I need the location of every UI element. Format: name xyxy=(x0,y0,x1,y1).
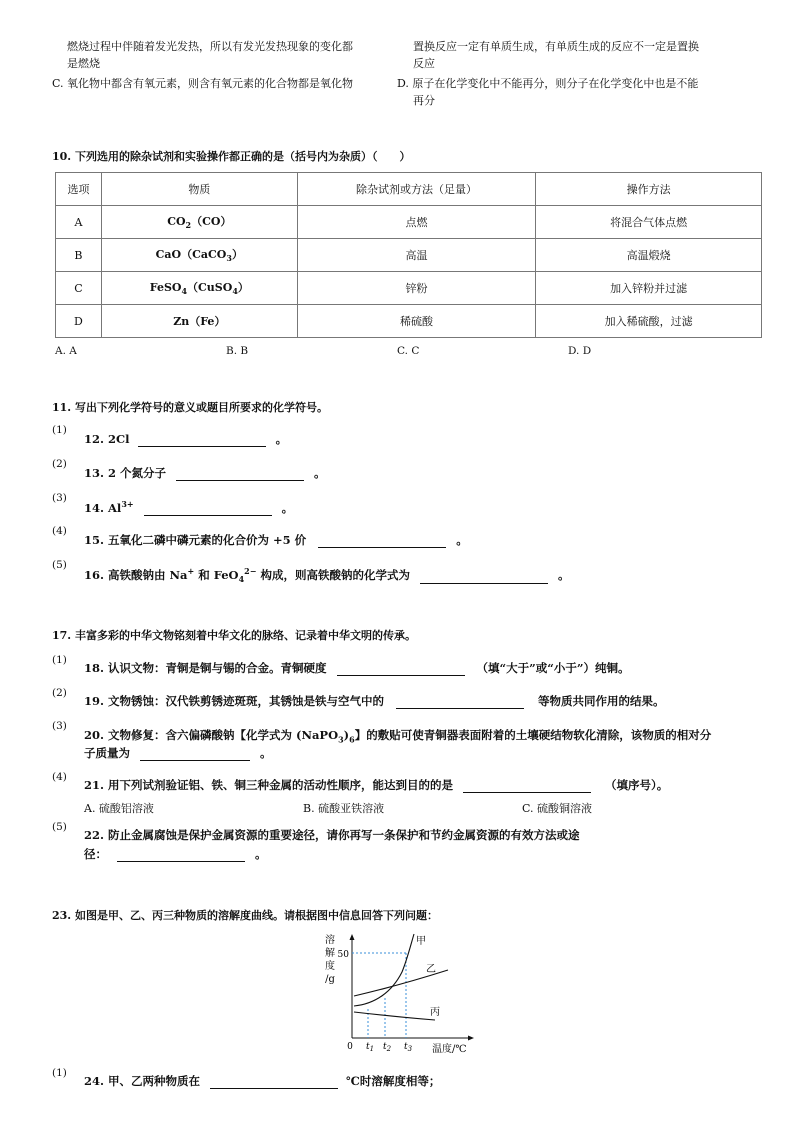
option-d-line2: 再分 xyxy=(413,94,435,107)
curve-a-label: 甲 xyxy=(416,936,426,947)
table-header-row xyxy=(56,173,762,206)
answer-blank[interactable] xyxy=(140,748,250,761)
ylabel-char: 解 xyxy=(325,948,335,959)
ylabel-char: /g xyxy=(325,974,335,985)
q14-line: 14. $Al^{3+}$ 。 xyxy=(84,499,294,515)
sub-number: (2) xyxy=(52,687,67,699)
q22-line2: 径： 。 xyxy=(84,847,267,861)
sub-number: (1) xyxy=(52,424,67,436)
header-substance: 物质 xyxy=(101,173,297,206)
q18-line: 18. 认识文物：青铜是铜与锡的合金。青铜硬度 （填“大于”或“小于”）纯铜。 xyxy=(84,661,630,675)
row-operation: 将混合气体点燃 xyxy=(536,206,762,239)
q13-line: 13. 2 个氮分子 。 xyxy=(84,466,326,480)
t2-label: $t_2$ xyxy=(383,1042,392,1053)
sub-number: (5) xyxy=(52,821,67,833)
row-operation: 高温煅烧 xyxy=(536,239,762,272)
row-substance: Zn（Fe） xyxy=(101,305,297,338)
row-reagent: 高温 xyxy=(297,239,536,272)
answer-blank[interactable] xyxy=(138,434,266,447)
answer-blank[interactable] xyxy=(144,503,272,516)
choice-d[interactable]: D. D xyxy=(568,345,592,357)
q21-line: 21. 用下列试剂验证铝、铁、铜三种金属的活动性顺序，能达到目的的是 （填序号）。 xyxy=(84,778,669,792)
t3-label: $t_3$ xyxy=(404,1042,413,1053)
table-row xyxy=(56,206,762,239)
question-11-title: 11. 写出下列化学符号的意义或题目所要求的化学符号。 xyxy=(52,401,328,414)
sub-number: (2) xyxy=(52,458,67,470)
x-axis-label: 温度/℃ xyxy=(432,1044,467,1055)
option-c: C. 氧化物中都含有氧元素，则含有氧元素的化合物都是氧化物 xyxy=(52,77,354,90)
row-substance: FeSO$_4$（CuSO$_4$） xyxy=(101,272,297,305)
ylabel-char: 溶 xyxy=(325,935,335,946)
sub-number: (4) xyxy=(52,525,67,537)
curve-c xyxy=(354,1012,435,1020)
question-10-title: 10. 下列选用的除杂试剂和实验操作都正确的是（括号内为杂质）（ ） xyxy=(52,150,411,163)
header-option: 选项 xyxy=(56,173,102,206)
curve-b-label: 乙 xyxy=(426,964,436,975)
curve-c-label: 丙 xyxy=(430,1007,440,1018)
question-17-title: 17. 丰富多彩的中华文物铭刻着中华文化的脉络、记录着中华文明的传承。 xyxy=(52,629,416,642)
sub-number: (1) xyxy=(52,1067,67,1079)
header-operation: 操作方法 xyxy=(536,173,762,206)
q22-line1: 22. 防止金属腐蚀是保护金属资源的重要途径，请你再写一条保护和节约金属资源的有效方法或途 xyxy=(84,828,580,842)
answer-blank[interactable] xyxy=(463,780,591,793)
header-reagent: 除杂试剂或方法（足量） xyxy=(297,173,536,206)
row-option: D xyxy=(56,305,102,338)
row-substance: $CO_2(CO)$ xyxy=(101,206,297,239)
row-operation: 加入稀硫酸，过滤 xyxy=(536,305,762,338)
choice-b[interactable]: B. B xyxy=(226,345,249,357)
row-option: C xyxy=(56,272,102,305)
q12-line: 12. 2Cl 。 xyxy=(84,432,288,446)
impurity-removal-table xyxy=(55,172,762,338)
option-b-line2: 反应 xyxy=(413,57,435,70)
t1-label: $t_1$ xyxy=(366,1042,375,1053)
row-reagent: 锌粉 xyxy=(297,272,536,305)
choice-a[interactable]: A. A xyxy=(55,345,77,357)
answer-blank[interactable] xyxy=(337,663,465,676)
q16-line: 16. 高铁酸钠由 Na+ 和 FeO$_4^{2-}$ 构成，则高铁酸钠的化学式为 。 xyxy=(84,566,570,585)
answer-blank[interactable] xyxy=(396,696,524,709)
q20-line1: 20. 文物修复：含六偏磷酸钠【化学式为 $(NaPO_3)_6$】的敷贴可使青铜器表面附着的土壤硬结物软化清除，该物质的相对分 xyxy=(84,728,712,745)
answer-blank[interactable] xyxy=(176,468,304,481)
table-row xyxy=(56,239,762,272)
answer-blank[interactable] xyxy=(318,535,446,548)
solubility-curve-graph xyxy=(320,930,480,1056)
sub-number: (3) xyxy=(52,720,67,732)
option-d-line1: D. 原子在化学变化中不能再分，则分子在化学变化中也是不能 xyxy=(397,77,699,90)
choice-c[interactable]: C. C xyxy=(397,345,420,357)
table-row xyxy=(56,272,762,305)
sub-number: (1) xyxy=(52,654,67,666)
row-option: B xyxy=(56,239,102,272)
option-a-line2: 是燃烧 xyxy=(67,57,100,70)
row-reagent: 点燃 xyxy=(297,206,536,239)
answer-blank[interactable] xyxy=(210,1076,338,1089)
x-axis-arrow-icon xyxy=(468,1036,474,1041)
row-substance: CaO（CaCO$_3$） xyxy=(101,239,297,272)
y-tick-label: 50 xyxy=(337,950,349,960)
option-a-line1: 燃烧过程中伴随着发光发热，所以有发光发热现象的变化都 xyxy=(67,40,353,53)
reagent-choice-b[interactable]: B. 硫酸亚铁溶液 xyxy=(303,802,385,815)
sub-number: (5) xyxy=(52,559,67,571)
q15-line: 15. 五氧化二磷中磷元素的化合价为 +5 价 。 xyxy=(84,533,468,547)
ylabel-char: 度 xyxy=(325,961,335,972)
row-operation: 加入锌粉并过滤 xyxy=(536,272,762,305)
row-reagent: 稀硫酸 xyxy=(297,305,536,338)
answer-blank[interactable] xyxy=(117,849,245,862)
curve-a xyxy=(354,934,414,1006)
option-b-line1: 置换反应一定有单质生成，有单质生成的反应不一定是置换 xyxy=(413,40,699,53)
q20-line2: 子质量为 。 xyxy=(84,746,272,760)
reagent-choice-c[interactable]: C. 硫酸铜溶液 xyxy=(522,802,593,815)
y-axis-arrow-icon xyxy=(350,934,355,940)
row-option: A xyxy=(56,206,102,239)
sub-number: (4) xyxy=(52,771,67,783)
origin-label: 0 xyxy=(347,1042,353,1052)
q19-line: 19. 文物锈蚀：汉代铁剪锈迹斑斑，其锈蚀是铁与空气中的 等物质共同作用的结果。 xyxy=(84,694,665,708)
answer-blank[interactable] xyxy=(420,571,548,584)
q24-line: 24. 甲、乙两种物质在 ℃时溶解度相等； xyxy=(84,1074,441,1088)
sub-number: (3) xyxy=(52,492,67,504)
table-row xyxy=(56,305,762,338)
question-23-title: 23. 如图是甲、乙、丙三种物质的溶解度曲线。请根据图中信息回答下列问题： xyxy=(52,909,438,922)
reagent-choice-a[interactable]: A. 硫酸铝溶液 xyxy=(84,802,154,815)
